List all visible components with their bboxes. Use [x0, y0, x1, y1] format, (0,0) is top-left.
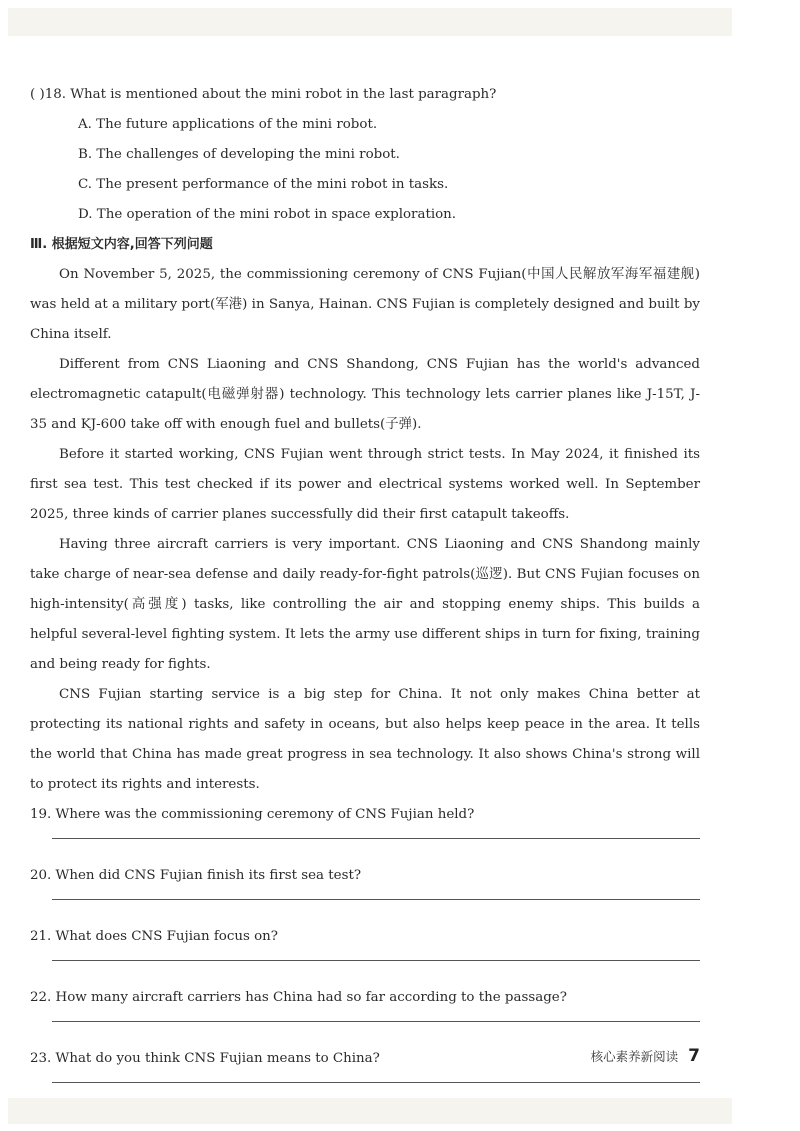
- question-18-option-a: A. The future applications of the mini robot.: [78, 117, 378, 132]
- worksheet-page: [30, 80, 700, 1105]
- section-heading: Ⅲ. 根据短文内容,回答下列问题: [30, 237, 213, 252]
- passage-paragraph-5: CNS Fujian starting service is a big step for China. It not only makes China better at protecting its national rights and safety in oceans, but also helps keep peace in the area. It tells the world that China has made great progress in sea technology. It also shows China's strong will to protect its rights and interests.: [30, 687, 700, 792]
- passage-paragraph-3: Before it started working, CNS Fujian went through strict tests. In May 2024, it finished its first sea test. This test checked if its power and electrical systems worked well. In September 2025, three kinds of carrier planes successfully did their first catapult takeoffs.: [30, 447, 700, 522]
- question-21: [30, 922, 700, 961]
- question-20-text: 20. When did CNS Fujian finish its first sea test?: [30, 868, 362, 883]
- question-18-option-d: D. The operation of the mini robot in space exploration.: [78, 207, 457, 222]
- answer-line-23[interactable]: [52, 1082, 700, 1083]
- answer-line-20[interactable]: [52, 899, 700, 900]
- question-18-stem: ( )18. What is mentioned about the mini robot in the last paragraph?: [30, 87, 497, 102]
- answer-line-19[interactable]: [52, 838, 700, 839]
- question-22-text: 22. How many aircraft carriers has China had so far according to the passage?: [30, 990, 567, 1005]
- question-18-option-c: C. The present performance of the mini robot in tasks.: [78, 177, 449, 192]
- passage-paragraph-2: Different from CNS Liaoning and CNS Shandong, CNS Fujian has the world's advanced electromagnetic catapult(电磁弹射器) technology. This technology lets carrier planes like J-15T, J-35 and KJ-600 take off with enough fuel and bullets(子弹).: [30, 357, 700, 432]
- answer-line-22[interactable]: [52, 1021, 700, 1022]
- book-title: 核心素养新阅读: [590, 1049, 679, 1064]
- top-margin-band: [8, 8, 732, 36]
- answer-line-21[interactable]: [52, 960, 700, 961]
- question-18-option-b: B. The challenges of developing the mini robot.: [78, 147, 400, 162]
- bottom-margin-band: [8, 1098, 732, 1124]
- page-number: 7: [688, 1046, 700, 1066]
- page-footer: [591, 1046, 700, 1066]
- question-20: [30, 861, 700, 900]
- question-19: [30, 800, 700, 839]
- passage-paragraph-1: On November 5, 2025, the commissioning ceremony of CNS Fujian(中国人民解放军海军福建舰) was held at a military port(军港) in Sanya, Hainan. CNS Fujian is completely designed and built by China itself.: [30, 267, 700, 342]
- question-19-text: 19. Where was the commissioning ceremony of CNS Fujian held?: [30, 807, 475, 822]
- passage-paragraph-4: Having three aircraft carriers is very important. CNS Liaoning and CNS Shandong mainly take charge of near-sea defense and daily ready-for-fight patrols(巡逻). But CNS Fujian focuses on high-intensity(高强度) tasks, like controlling the air and stopping enemy ships. This builds a helpful several-level fighting system. It lets the army use different ships in turn for fixing, training and being ready for fights.: [30, 537, 700, 672]
- question-22: [30, 983, 700, 1022]
- question-23-text: 23. What do you think CNS Fujian means to China?: [30, 1051, 380, 1066]
- question-21-text: 21. What does CNS Fujian focus on?: [30, 929, 278, 944]
